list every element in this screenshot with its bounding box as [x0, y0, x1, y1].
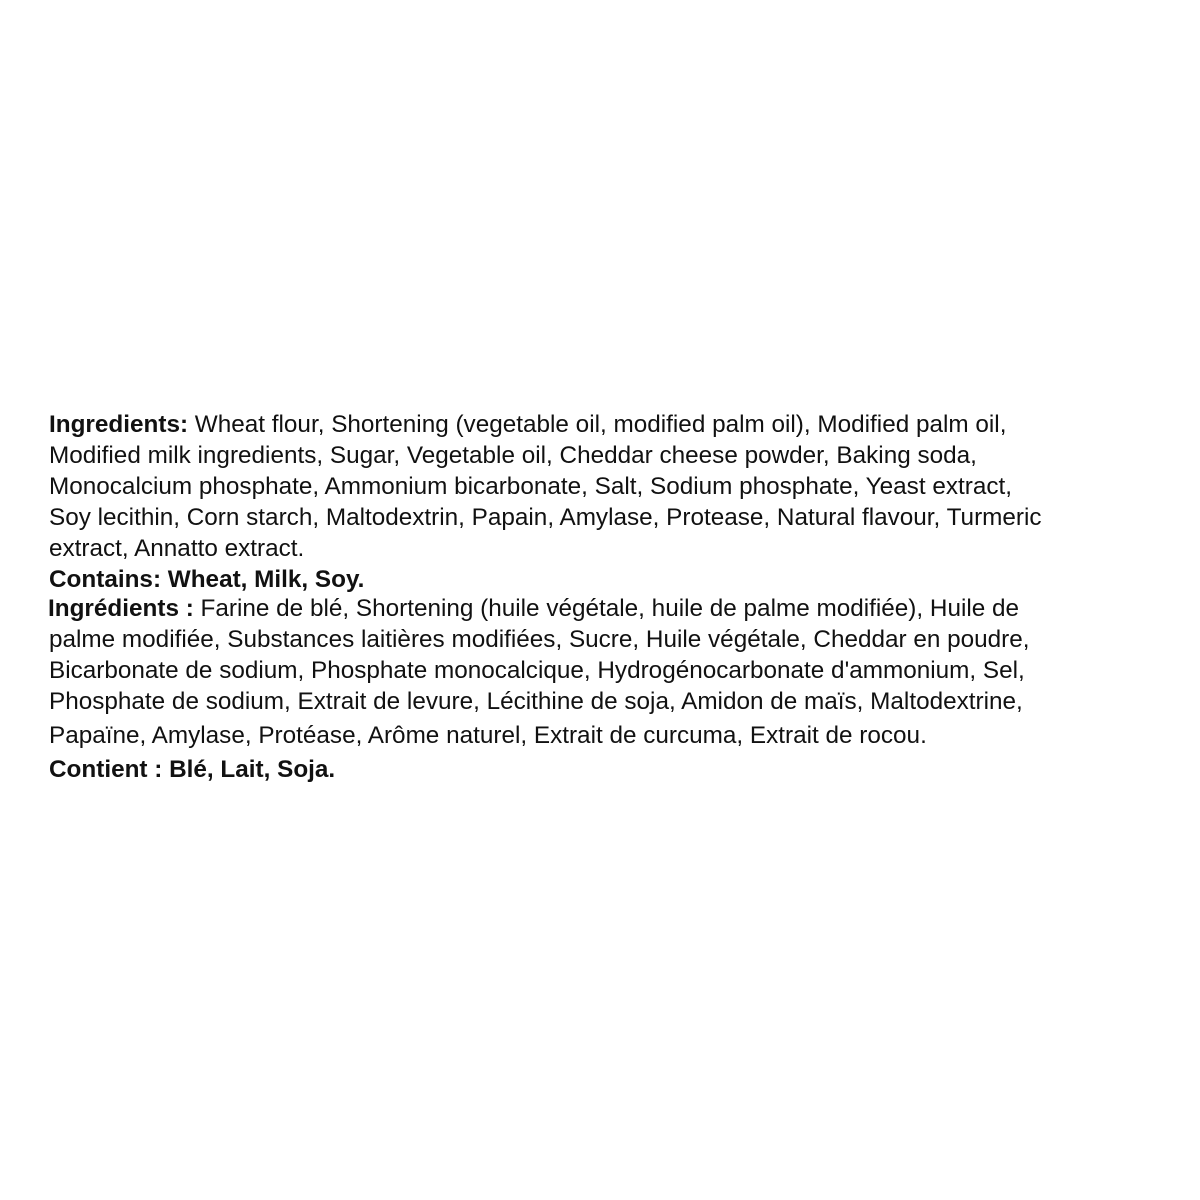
french-ingredients-line-3: Bicarbonate de sodium, Phosphate monocalcique, Hydrogénocarbonate d'ammonium, Sel, — [49, 657, 1025, 684]
english-ingredients-line-3: Monocalcium phosphate, Ammonium bicarbonate, Salt, Sodium phosphate, Yeast extract, — [49, 473, 1012, 500]
french-ingredients-line-2: palme modifiée, Substances laitières modifiées, Sucre, Huile végétale, Cheddar en poudre, — [49, 626, 1030, 653]
french-allergen-statement: Contient : Blé, Lait, Soja. — [49, 756, 336, 783]
english-ingredients-line-5: extract, Annatto extract. — [49, 535, 305, 562]
french-ingredients-heading: Ingrédients : — [48, 595, 194, 622]
english-ingredients-text: Wheat flour, Shortening (vegetable oil, modified palm oil), Modified palm oil, — [188, 411, 1007, 438]
english-ingredients-heading: Ingredients: — [49, 411, 189, 438]
english-allergen-statement: Contains: Wheat, Milk, Soy. — [49, 566, 365, 593]
english-ingredients-line-4: Soy lecithin, Corn starch, Maltodextrin, Papain, Amylase, Protease, Natural flavour, Turmeric — [49, 504, 1042, 531]
french-ingredients-line-4: Phosphate de sodium, Extrait de levure, Lécithine de soja, Amidon de maïs, Maltodextrine, — [49, 688, 1023, 715]
ingredients-label — [49, 409, 1169, 785]
french-ingredients-line-1 — [49, 593, 1169, 624]
french-ingredients-text: Farine de blé, Shortening (huile végétale, huile de palme modifiée), Huile de — [193, 595, 1020, 622]
english-ingredients-line-1 — [49, 409, 1169, 440]
english-ingredients-line-2: Modified milk ingredients, Sugar, Vegetable oil, Cheddar cheese powder, Baking soda, — [49, 442, 977, 469]
french-ingredients-line-5: Papaïne, Amylase, Protéase, Arôme naturel, Extrait de curcuma, Extrait de rocou. — [49, 722, 927, 749]
